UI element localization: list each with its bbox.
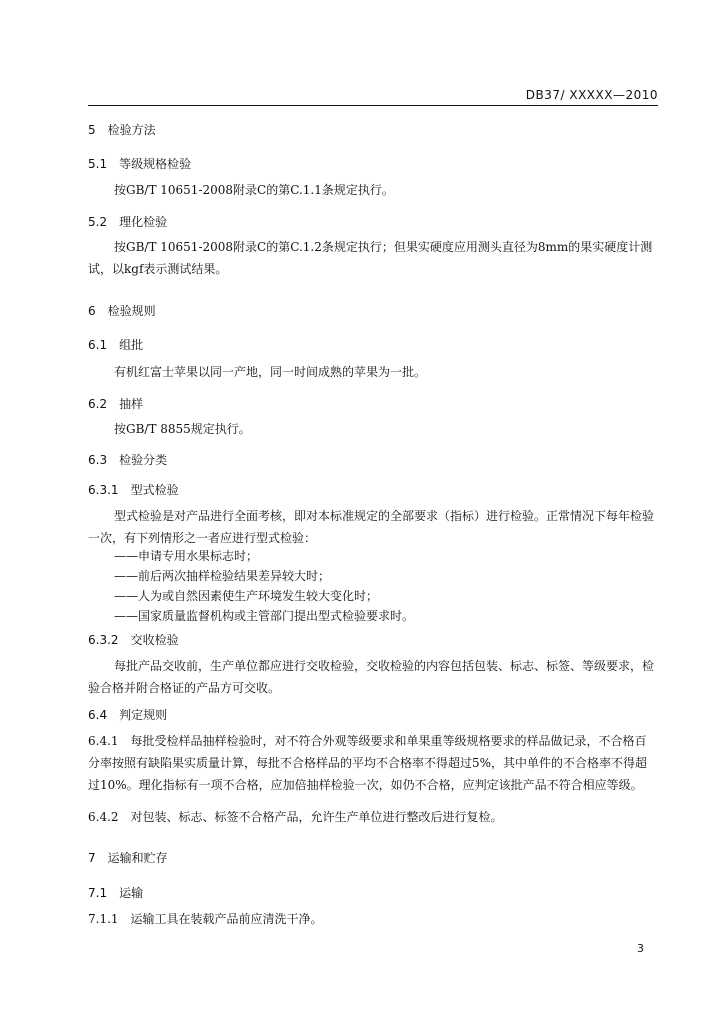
section-6-4-2-body: 6.4.2 对包装、标志、标签不合格产品，允许生产单位进行整改后进行复检。 xyxy=(88,810,503,824)
section-5-heading xyxy=(88,121,156,138)
section-number: 7 xyxy=(88,851,96,865)
section-6-3-2-body: 每批产品交收前，生产单位都应进行交收检验，交收检验的内容包括包装、标志、标签、等级要求，检验合格并附合格证的产品方可交收。 xyxy=(88,659,655,695)
section-title: 交收检验 xyxy=(130,633,179,647)
section-number: 7.1 xyxy=(88,886,108,900)
section-number: 5.2 xyxy=(88,215,108,229)
section-title: 运输 xyxy=(119,886,144,900)
section-title: 检验规则 xyxy=(107,304,156,318)
list-item: ——国家质量监督机构或主管部门提出型式检验要求时。 xyxy=(114,609,415,623)
standard-code-header: DB37/ XXXXX—2010 xyxy=(525,88,658,102)
section-6-heading xyxy=(88,302,156,319)
section-number: 5 xyxy=(88,123,96,137)
section-5-1-body: 按GB/T 10651-2008附录C的第C.1.1条规定执行。 xyxy=(114,183,394,197)
section-number: 6.2 xyxy=(88,397,108,411)
section-6-1-heading xyxy=(88,336,143,353)
section-title: 型式检验 xyxy=(130,483,179,497)
section-title: 检验方法 xyxy=(107,123,156,137)
section-6-2-body: 按GB/T 8855规定执行。 xyxy=(114,422,251,436)
list-item: ——申请专用水果标志时； xyxy=(114,549,259,563)
section-7-1-heading xyxy=(88,884,143,901)
section-5-2-heading xyxy=(88,213,167,230)
section-7-heading xyxy=(88,849,168,866)
section-7-1-1-body: 7.1.1 运输工具在装载产品前应清洗干净。 xyxy=(88,912,323,926)
section-number: 5.1 xyxy=(88,157,108,171)
section-number: 6.3.1 xyxy=(88,483,119,497)
section-6-3-1-heading xyxy=(88,481,179,498)
section-title: 抽样 xyxy=(119,397,144,411)
section-title: 检验分类 xyxy=(119,453,168,467)
page-number: 3 xyxy=(637,942,644,955)
section-title: 判定规则 xyxy=(119,708,168,722)
section-5-1-heading xyxy=(88,155,191,172)
header-rule xyxy=(88,105,658,106)
section-number: 6 xyxy=(88,304,96,318)
section-number: 6.3.2 xyxy=(88,633,119,647)
section-6-3-heading xyxy=(88,451,167,468)
section-6-4-heading xyxy=(88,706,167,723)
section-6-3-2-heading xyxy=(88,631,179,648)
section-6-3-1-body: 型式检验是对产品进行全面考核，即对本标准规定的全部要求（指标）进行检验。正常情况下每年检验一次，有下列情形之一者应进行型式检验： xyxy=(88,509,655,545)
section-6-2-heading xyxy=(88,395,143,412)
section-number: 6.3 xyxy=(88,453,108,467)
section-6-4-1-body: 6.4.1 每批受检样品抽样检验时，对不符合外观等级要求和单果重等级规格要求的样品做记录，不合格百分率按照有缺陷果实质量计算，每批不合格样品的平均不合格率不得超过5%，其中单件的不合格率不得超过10%。理化指标有一项不合格，应加倍抽样检验一次，如仍不合格，应判定该批产品不符合相应等级。 xyxy=(88,734,648,792)
section-title: 运输和贮存 xyxy=(107,851,168,865)
section-title: 等级规格检验 xyxy=(119,157,192,171)
section-number: 6.1 xyxy=(88,338,108,352)
list-item: ——人为或自然因素使生产环境发生较大变化时； xyxy=(114,589,379,603)
list-item: ——前后两次抽样检验结果差异较大时； xyxy=(114,569,331,583)
section-6-1-body: 有机红富士苹果以同一产地，同一时间成熟的苹果为一批。 xyxy=(114,365,427,379)
section-title: 组批 xyxy=(119,338,144,352)
section-title: 理化检验 xyxy=(119,215,168,229)
section-number: 6.4 xyxy=(88,708,108,722)
section-5-2-body: 按GB/T 10651-2008附录C的第C.1.2条规定执行；但果实硬度应用测头直径为8mm的果实硬度计测试，以kgf表示测试结果。 xyxy=(88,240,653,276)
